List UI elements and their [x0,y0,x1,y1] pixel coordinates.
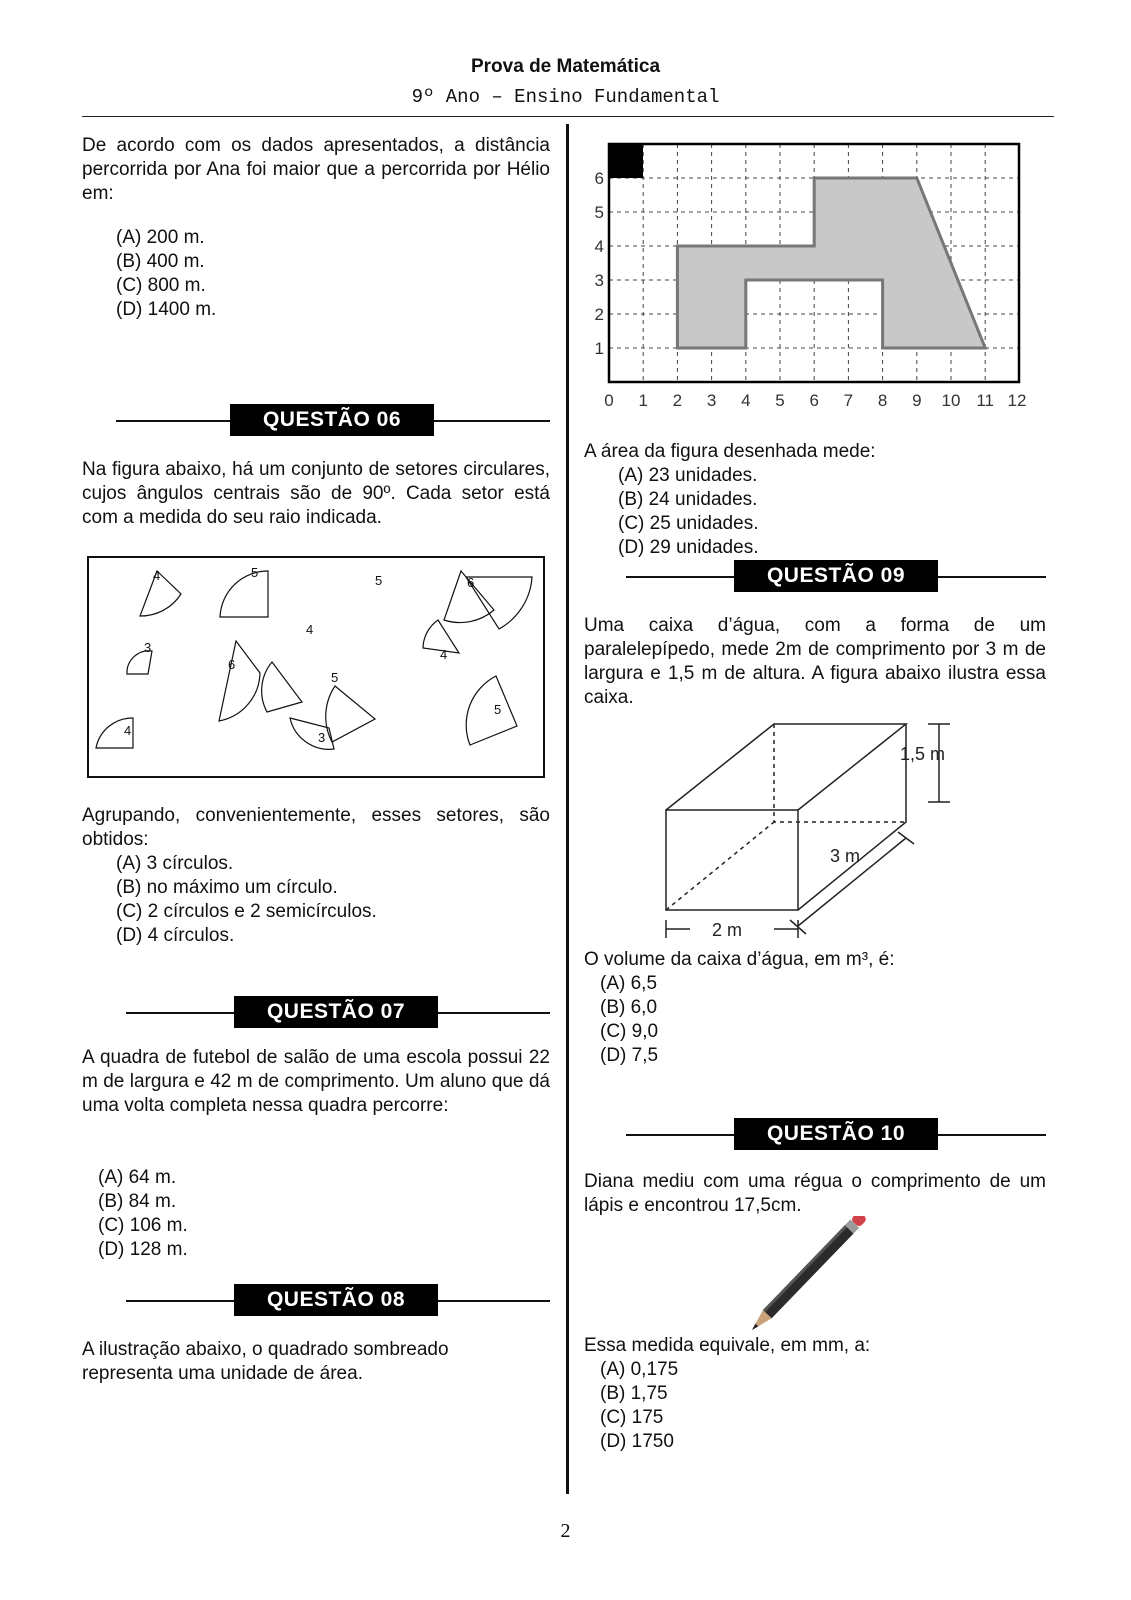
unit-square [609,144,643,178]
y-label-4: 4 [594,237,604,256]
q10-option-a[interactable]: (A) 0,175 [600,1359,679,1380]
q5-text: De acordo com os dados apresentados, a distância percorrida por Ana foi maior que a percorrida por Hélio em: [82,135,550,204]
q8-options [618,464,758,560]
q10-text: Diana mediu com uma régua o comprimento de um lápis e encontrou 17,5cm. [584,1171,1046,1216]
sector-radius-9: 5 [331,670,339,685]
q7-option-a[interactable]: (A) 64 m. [98,1167,177,1188]
y-label-1: 1 [594,339,604,358]
q7-options [98,1166,188,1262]
q8-header [126,1284,550,1316]
q7-header [126,996,550,1028]
q10-options [600,1358,678,1454]
q9-header [626,560,1046,592]
x-label-9: 9 [912,391,922,410]
q6-option-d[interactable]: (D) 4 círculos. [116,925,235,946]
sector-radius-8: 4 [440,647,448,662]
exam-title: Prova de Matemática [470,56,661,77]
y-label-2: 2 [594,305,604,324]
q6-text: Na figura abaixo, há um conjunto de setores circulares, cujos ângulos centrais são de 90º. Cada setor está com a medida do seu raio indicada. [82,459,550,528]
water-tank-figure [650,716,980,938]
x-label-2: 2 [672,391,683,410]
q7-option-d[interactable]: (D) 128 m. [98,1239,188,1260]
q7-option-b[interactable]: (B) 84 m. [98,1191,177,1212]
q9-option-d[interactable]: (D) 7,5 [600,1045,659,1066]
q9-question: O volume da caixa d’água, em m³, é: [584,949,895,970]
q10-question: Essa medida equivale, em mm, a: [584,1335,871,1356]
q8-label: QUESTÃO 08 [234,1284,438,1316]
q9-label: QUESTÃO 09 [734,560,938,592]
page-number: 2 [560,1520,571,1542]
q6-header [116,404,550,436]
sector-radius-4: 6 [467,575,475,590]
sectors-figure [87,556,545,778]
x-label-7: 7 [843,391,854,410]
q8-option-a[interactable]: (A) 23 unidades. [618,465,758,486]
q8-question: A área da figura desenhada mede: [584,441,876,462]
x-label-8: 8 [877,391,888,410]
y-label-3: 3 [594,271,604,290]
y-label-6: 6 [594,169,604,188]
x-label-4: 4 [741,391,751,410]
exam-subtitle: 9º Ano – Ensino Fundamental [411,86,720,108]
box-height-label: 1,5 m [900,744,946,764]
q10-label: QUESTÃO 10 [734,1118,938,1150]
y-label-5: 5 [594,203,604,222]
q9-options [600,972,658,1068]
q10-header [626,1118,1046,1150]
q7-option-c[interactable]: (C) 106 m. [98,1215,188,1236]
q6-text2: Agrupando, convenientemente, esses setores, são obtidos: [82,805,550,850]
q9-option-b[interactable]: (B) 6,0 [600,997,658,1018]
sector-radius-6: 4 [306,622,314,637]
x-label-6: 6 [809,391,819,410]
q10-option-d[interactable]: (D) 1750 [600,1431,674,1452]
column-divider [566,124,569,1494]
sector-radius-7: 6 [228,657,236,672]
q5-option-a[interactable]: (A) 200 m. [116,227,205,248]
q10-option-c[interactable]: (C) 175 [600,1407,664,1428]
x-label-11: 11 [976,391,995,410]
sector-radius-2: 5 [251,565,259,580]
sector-radius-11: 4 [124,723,132,738]
shaded-figure [677,178,985,348]
q5-options [116,226,216,322]
q10-option-b[interactable]: (B) 1,75 [600,1383,668,1404]
q6-options [116,852,377,948]
header-divider [82,116,1054,117]
sector-radius-3: 5 [375,573,383,588]
sector-radius-10: 5 [494,702,502,717]
sector-radius-12: 3 [318,730,326,745]
sector-radius-1: 4 [153,568,161,583]
q6-option-c[interactable]: (C) 2 círculos e 2 semicírculos. [116,901,377,922]
q7-text: A quadra de futebol de salão de uma escola possui 22 m de largura e 42 m de comprimento. Um aluno que dá uma volta completa nessa quadra percorre: [82,1047,550,1116]
x-label-0: 0 [604,391,614,410]
q6-option-a[interactable]: (A) 3 círculos. [116,853,234,874]
x-label-5: 5 [775,391,785,410]
q5-option-b[interactable]: (B) 400 m. [116,251,205,272]
box-length-label: 2 m [712,920,743,938]
q8-option-b[interactable]: (B) 24 unidades. [618,489,758,510]
x-label-3: 3 [706,391,717,410]
sector-radius-5: 3 [144,640,152,655]
x-label-10: 10 [941,391,961,410]
q6-label: QUESTÃO 06 [230,404,434,436]
q5-option-c[interactable]: (C) 800 m. [116,275,206,296]
x-label-1: 1 [638,391,648,410]
pencil-image [740,1216,880,1336]
q7-label: QUESTÃO 07 [234,996,438,1028]
box-width-label: 3 m [830,846,861,866]
x-label-12: 12 [1007,391,1027,410]
q5-option-d[interactable]: (D) 1400 m. [116,299,217,320]
q8-option-d[interactable]: (D) 29 unidades. [618,537,759,558]
q6-option-b[interactable]: (B) no máximo um círculo. [116,877,338,898]
q8-text: A ilustração abaixo, o quadrado sombreado representa uma unidade de área. [82,1339,449,1384]
q8-option-c[interactable]: (C) 25 unidades. [618,513,759,534]
q9-text: Uma caixa d’água, com a forma de um paralelepípedo, mede 2m de comprimento por 3 m de largura e 1,5 m de altura. A figura abaixo ilustra essa caixa. [584,615,1046,708]
area-grid-figure [584,134,1034,418]
q9-option-c[interactable]: (C) 9,0 [600,1021,659,1042]
q9-option-a[interactable]: (A) 6,5 [600,973,658,994]
